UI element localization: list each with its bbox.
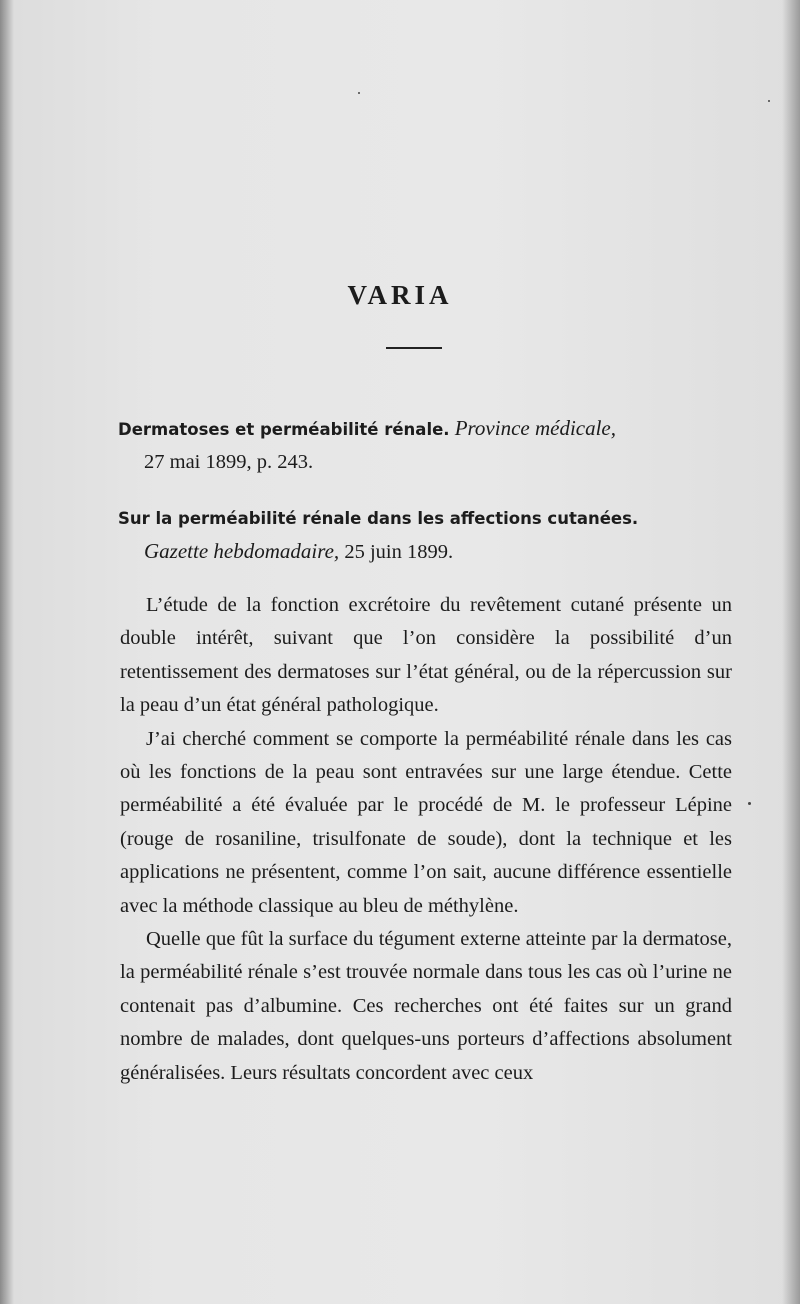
citation-2 [118,502,748,569]
paper-speck [768,100,770,102]
page-left-shadow [0,0,14,1304]
page-right-shadow [782,0,800,1304]
citation-1-details: 27 mai 1899, p. 243. [144,451,314,473]
citation-2-source-line [118,535,748,569]
paper-speck [358,92,360,94]
body-text [120,589,732,1090]
paragraph: J’ai cherché comment se comporte la perméabilité rénale dans les cas où les fonctions de la peau sont entravées sur une large étendue. Cette perméabilité a été évaluée par le procédé de M. le professeur Lépine (rouge de rosaniline, trisulfonate de soude), dont la technique et les applications ne présentent, comme l’on sait, aucune différence essentielle avec la méthode classique au bleu de méthylène. [120,727,732,917]
citation-2-details: 25 juin 1899. [344,541,454,563]
citation-2-source: Gazette hebdomadaire, [144,539,340,563]
section-title: VARIA [347,280,453,310]
title-rule [386,347,442,349]
citation-1-source: Province médicale, [454,416,617,440]
citation-1-title: Dermatoses et perméabilité rénale. [118,420,450,439]
paragraph: L’étude de la fonction excrétoire du revêtement cutané présente un double intérêt, suivant que l’on considère la possibilité d’un retentissement des dermatoses sur l’état général, ou de la répercussion sur la peau d’un état général pathologique. [120,594,732,717]
paper-speck [748,802,751,805]
paragraph: Quelle que fût la surface du tégument externe atteinte par la dermatose, la perméabilité rénale s’est trouvée normale dans tous les cas où l’urine ne contenait pas d’albumine. Ces recherches ont été faites sur un grand nombre de malades, dont quelques-uns porteurs d’affections absolument généralisées. Leurs résultats concordent avec ceux [120,928,732,1084]
citation-2-title: Sur la perméabilité rénale dans les affections cutanées. [118,509,639,528]
citation-1 [118,412,748,479]
